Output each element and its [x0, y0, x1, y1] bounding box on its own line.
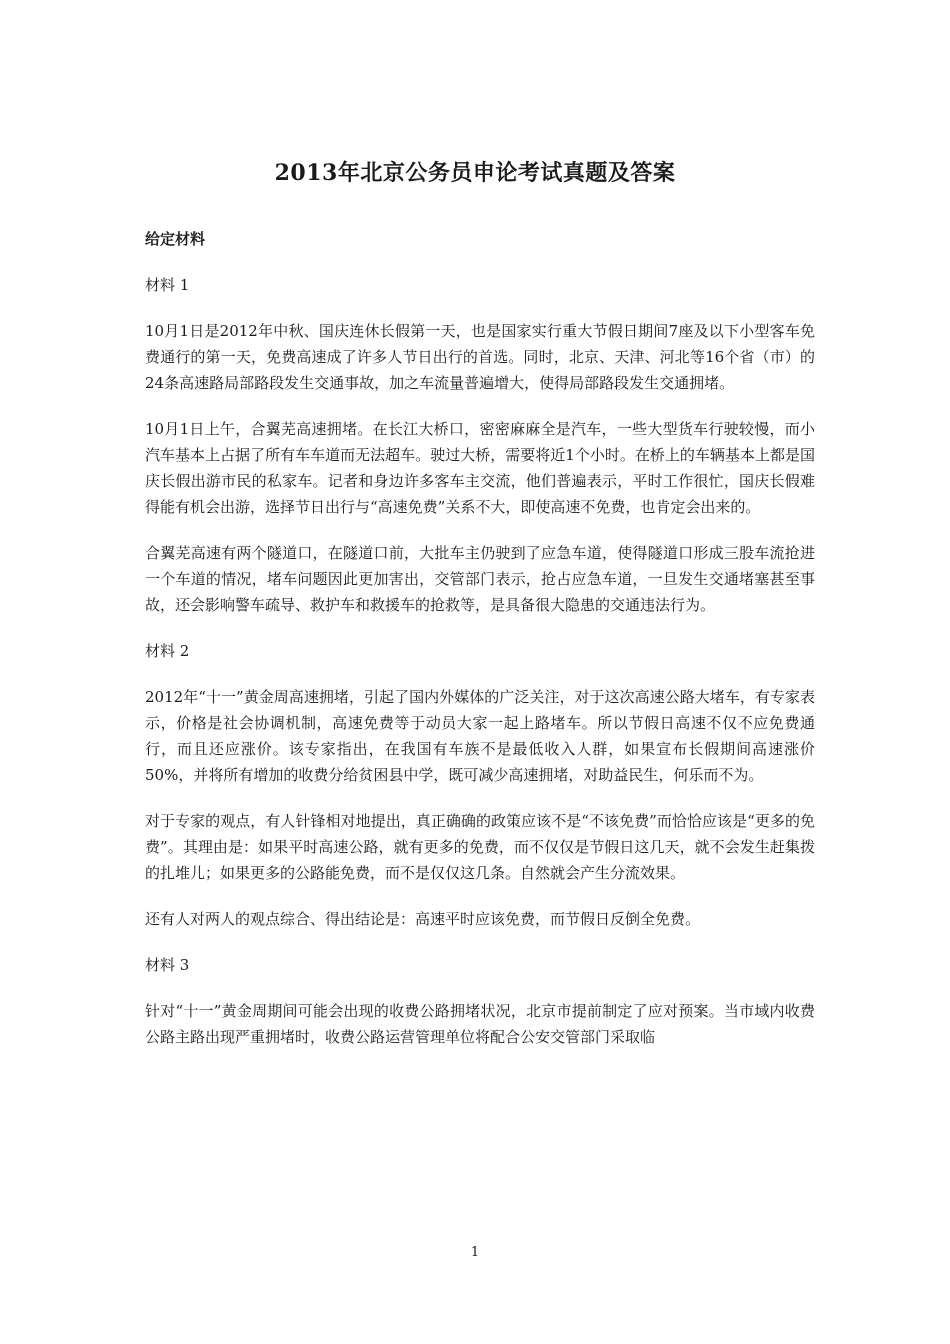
material-label-2: 材料 2 — [145, 642, 190, 660]
paragraph-7: 针对“十一”黄金周期间可能会出现的收费公路拥堵状况，北京市提前制定了应对预案。当市域内收费公路主路出现严重拥堵时，收费公路运营管理单位将配合公安交管部门采取临 — [145, 1002, 815, 1046]
document-title: 2013年北京公务员申论考试真题及答案 — [274, 160, 676, 186]
paragraph-3: 合翼芜高速有两个隧道口，在隧道口前，大批车主仍驶到了应急车道，使得隧道口形成三股车流抢进一个车道的情况，堵车问题因此更加害出，交管部门表示，抢占应急车道，一旦发生交通堵塞甚至事故，还会影响警车疏导、救护车和救援车的抢救等，是具备很大隐患的交通违法行为。 — [145, 544, 815, 614]
material-label-1: 材料 1 — [145, 276, 190, 294]
material-label-3: 材料 3 — [145, 956, 190, 974]
paragraph-2: 10月1日上午，合翼芜高速拥堵。在长江大桥口，密密麻麻全是汽车，一些大型货车行驶较慢，而小汽车基本上占据了所有车车道而无法超车。驶过大桥，需要将近1个小时。在桥上的车辆基本上都是国庆长假出游市民的私家车。记者和身边许多客车主交流，他们普遍表示，平时工作很忙，国庆长假难得能有机会出游，选择节日出行与“高速免费”关系不大，即使高速不免费，也肯定会出来的。 — [145, 420, 815, 516]
paragraph-6: 还有人对两人的观点综合、得出结论是：高速平时应该免费，而节假日反倒全免费。 — [145, 910, 701, 928]
section-heading: 给定材料 — [145, 230, 206, 248]
paragraph-4: 2012年“十一”黄金周高速拥堵，引起了国内外媒体的广泛关注，对于这次高速公路大堵车，有专家表示，价格是社会协调机制，高速免费等于动员大家一起上路堵车。所以节假日高速不仅不应免费通行，而且还应涨价。该专家指出，在我国有车族不是最低收入人群，如果宣布长假期间高速涨价50%，并将所有增加的收费分给贫困县中学，既可减少高速拥堵，对助益民生，何乐而不为。 — [145, 688, 815, 784]
document-body — [145, 226, 815, 1070]
paragraph-1: 10月1日是2012年中秋、国庆连休长假第一天，也是国家实行重大节假日期间7座及以下小型客车免费通行的第一天，免费高速成了许多人节日出行的首选。同时，北京、天津、河北等16个省（市）的24条高速路局部路段发生交通事故，加之车流量普遍增大，使得局部路段发生交通拥堵。 — [145, 322, 815, 392]
page-number: 1 — [470, 1245, 480, 1260]
paragraph-5: 对于专家的观点，有人针锋相对地提出，真正确确的政策应该不是“不该免费”而恰恰应该是“更多的免费”。其理由是：如果平时高速公路，就有更多的免费，而不仅仅是节假日这几天，就不会发生赶集拨的扎堆儿；如果更多的公路能免费，而不是仅仅这几条。自然就会产生分流效果。 — [145, 812, 815, 882]
